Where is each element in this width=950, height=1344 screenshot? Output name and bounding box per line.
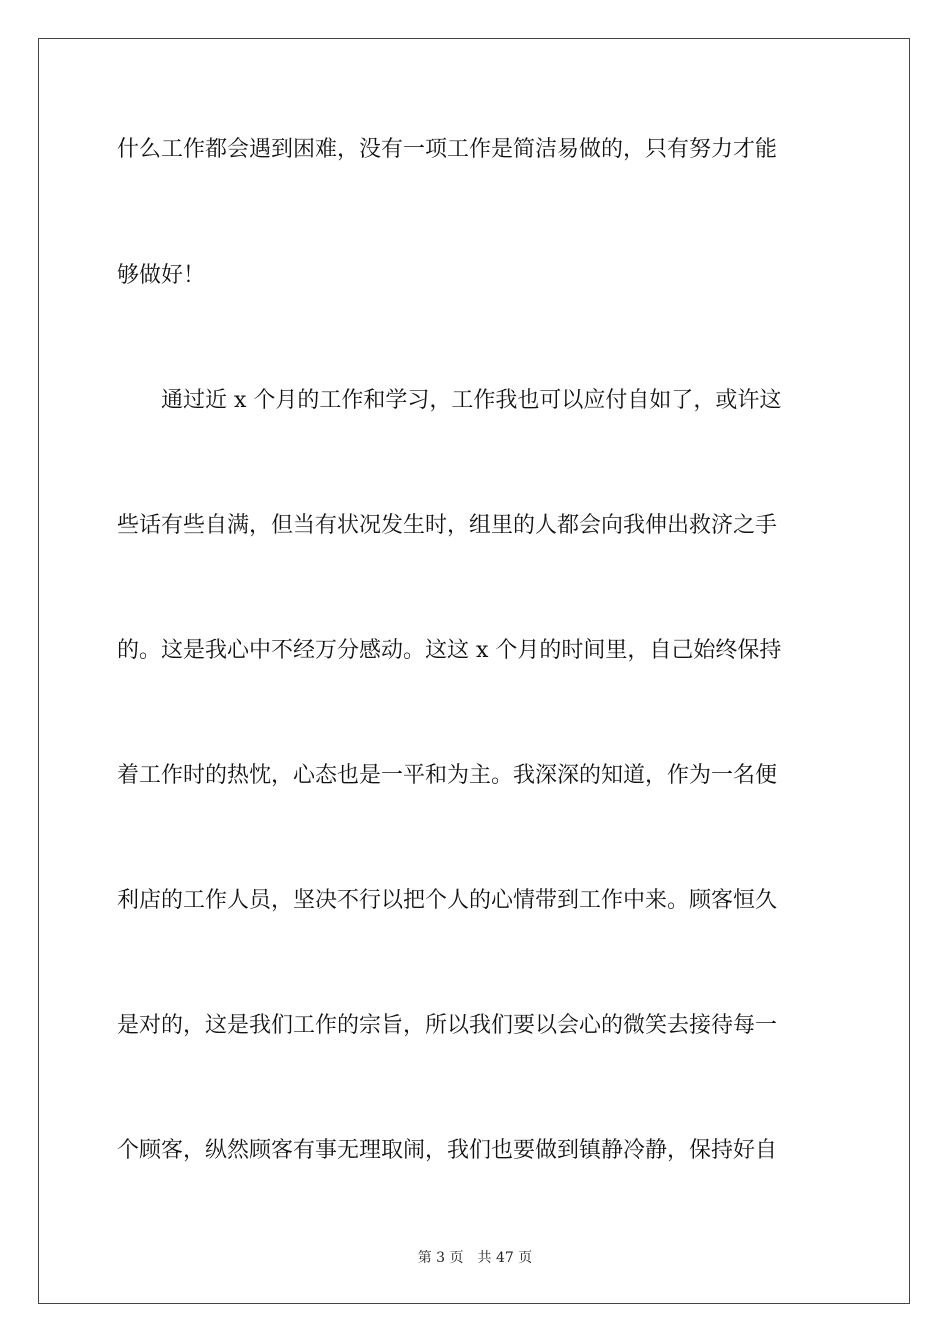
text-line: 利店的工作人员，坚决不行以把个人的心情带到工作中来。顾客恒久 (117, 888, 778, 913)
page-footer (0, 1248, 950, 1268)
text-line: 够做好！ (117, 263, 206, 288)
page-border (38, 38, 910, 1304)
text-line: 通过近 x 个月的工作和学习，工作我也可以应付自如了，或许这 (117, 388, 782, 413)
text-line: 是对的，这是我们工作的宗旨，所以我们要以会心的微笑去接待每一 (117, 1013, 778, 1038)
total-pages: 共 47 页 (477, 1250, 533, 1266)
text-line: 些话有些自满，但当有状况发生时，组里的人都会向我伸出救济之手 (117, 513, 778, 538)
text-line: 着工作时的热忱，心态也是一平和为主。我深深的知道，作为一名便 (117, 763, 778, 788)
text-line: 的。这是我心中不经万分感动。这这 x 个月的时间里，自己始终保持 (117, 638, 782, 663)
text-line: 什么工作都会遇到困难，没有一项工作是简洁易做的，只有努力才能 (117, 137, 778, 162)
page-number: 第 3 页 (417, 1250, 464, 1266)
text-line: 个顾客，纵然顾客有事无理取闹，我们也要做到镇静冷静，保持好自 (117, 1138, 778, 1163)
